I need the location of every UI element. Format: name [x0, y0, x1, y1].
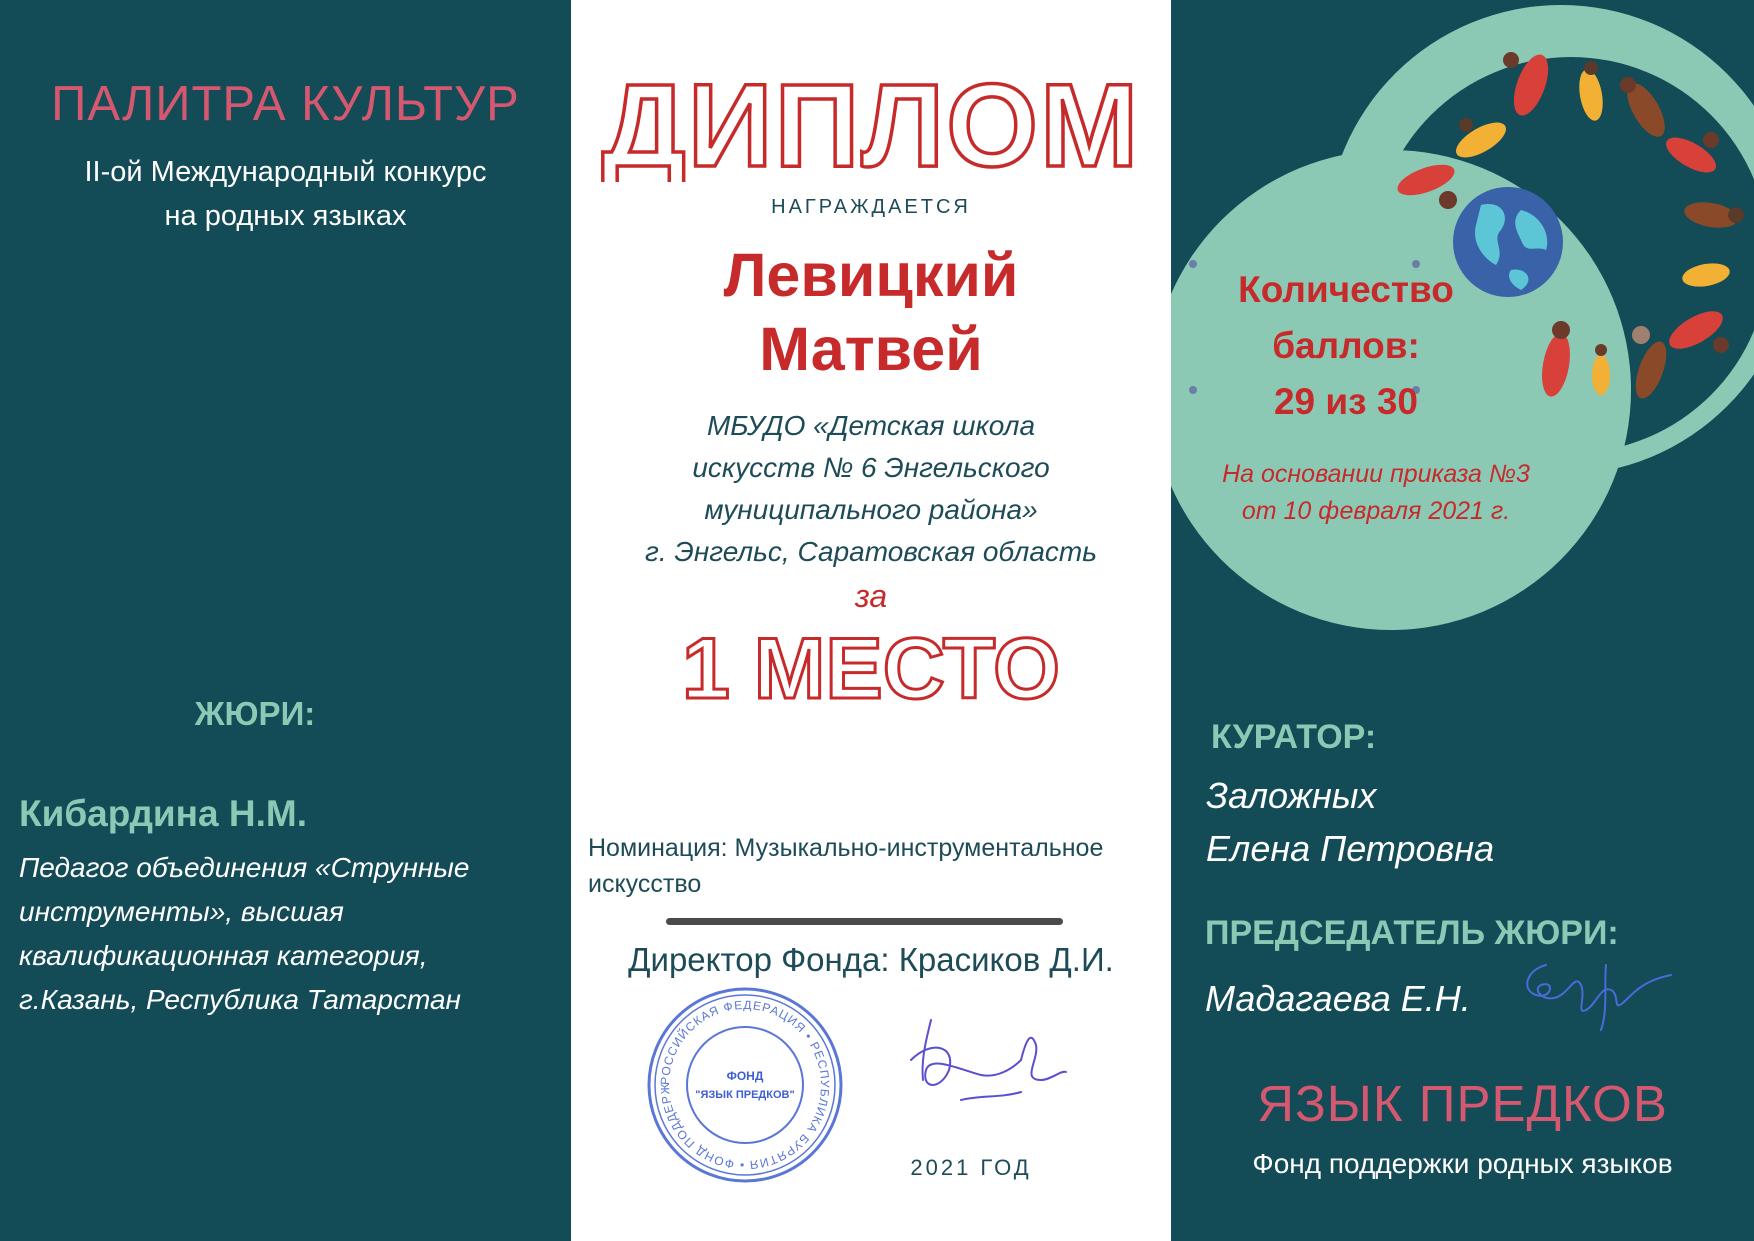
- school-line: г. Энгельс, Саратовская область: [645, 536, 1097, 567]
- contest-brand: ПАЛИТРА КУЛЬТУР: [51, 77, 520, 131]
- curator-line: Заложных: [1206, 775, 1377, 816]
- order-line: от 10 февраля 2021 г.: [1241, 497, 1511, 525]
- order-reference: [1191, 456, 1561, 530]
- jury-desc-line: Педагог объединения «Струнные: [19, 852, 470, 883]
- director-line: Директор Фонда: Красиков Д.И.: [628, 941, 1114, 978]
- chair-signature-graphic: [1516, 955, 1676, 1035]
- curator-heading: КУРАТОР:: [1211, 718, 1377, 756]
- svg-text:"ЯЗЫК ПРЕДКОВ": "ЯЗЫК ПРЕДКОВ": [695, 1089, 795, 1101]
- place-outline-text: [571, 620, 1171, 710]
- winner-surname: Левицкий: [723, 241, 1019, 309]
- contest-subtitle: [0, 150, 571, 238]
- nomination: [588, 830, 1148, 902]
- chair-signature: [1516, 955, 1676, 1035]
- school-line: муниципального района»: [704, 494, 1038, 525]
- jury-desc-line: квалификационная категория,: [19, 940, 428, 971]
- order-line: На основании приказа №3: [1222, 460, 1530, 488]
- jury-desc-line: г.Казань, Республика Татарстан: [19, 984, 461, 1015]
- signature-divider: [666, 918, 1063, 925]
- winner-firstname: Матвей: [759, 315, 983, 383]
- for-label: за: [854, 578, 888, 614]
- diploma-title-outline: [571, 62, 1171, 182]
- subtitle-line: II-ой Международный конкурс: [84, 156, 487, 188]
- svg-text:ДИПЛОМ: ДИПЛОМ: [601, 62, 1141, 182]
- chair-name: Мадагаева Е.Н.: [1205, 978, 1471, 1019]
- svg-text:ФОНД: ФОНД: [726, 1069, 764, 1083]
- winner-name: [571, 238, 1171, 386]
- director-signature-graphic: [901, 1000, 1071, 1130]
- center-panel: [571, 0, 1171, 1241]
- stamp-graphic: [645, 985, 845, 1185]
- svg-text:РОССИЙСКАЯ ФЕДЕРАЦИЯ • РЕСПУБЛ: РОССИЙСКАЯ ФЕДЕРАЦИЯ • РЕСПУБЛИКА БУРЯТИЯ • ФОНД ПОДДЕРЖ: [657, 997, 833, 1173]
- diploma-title: [571, 62, 1171, 187]
- school-line: МБУДО «Детская школа: [706, 410, 1036, 441]
- director-signature: [901, 1000, 1071, 1130]
- right-panel: [1171, 0, 1754, 1241]
- jury-member-description: [19, 846, 559, 1022]
- score-label-line: Количество: [1238, 269, 1454, 310]
- curator-name: [1206, 769, 1494, 875]
- nomination-line: искусство: [588, 870, 702, 898]
- subtitle-line: на родных языках: [164, 200, 407, 232]
- score-label-line: баллов:: [1272, 325, 1420, 366]
- awarded-label: НАГРАЖДАЕТСЯ: [771, 196, 971, 218]
- foundation-name: ЯЗЫК ПРЕДКОВ: [1257, 1075, 1668, 1132]
- curator-line: Елена Петровна: [1206, 828, 1495, 869]
- chair-heading: ПРЕДСЕДАТЕЛЬ ЖЮРИ:: [1205, 914, 1619, 952]
- nomination-line: Номинация: Музыкально-инструментальное: [588, 834, 1104, 862]
- year-label: 2021 ГОД: [910, 1155, 1032, 1180]
- official-stamp: [645, 985, 845, 1185]
- score-block: [1211, 262, 1481, 430]
- school-line: искусств № 6 Энгельского: [692, 452, 1050, 483]
- score-value: 29 из 30: [1273, 381, 1418, 422]
- svg-text:1 МЕСТО: 1 МЕСТО: [682, 621, 1060, 710]
- place-award: [571, 620, 1171, 715]
- jury-heading: ЖЮРИ:: [194, 695, 316, 732]
- school-info: [571, 405, 1171, 573]
- foundation-subtitle: Фонд поддержки родных языков: [1252, 1148, 1673, 1179]
- jury-desc-line: инструменты», высшая: [19, 896, 344, 927]
- jury-member-name: Кибардина Н.М.: [19, 793, 307, 834]
- left-panel: [0, 0, 571, 1241]
